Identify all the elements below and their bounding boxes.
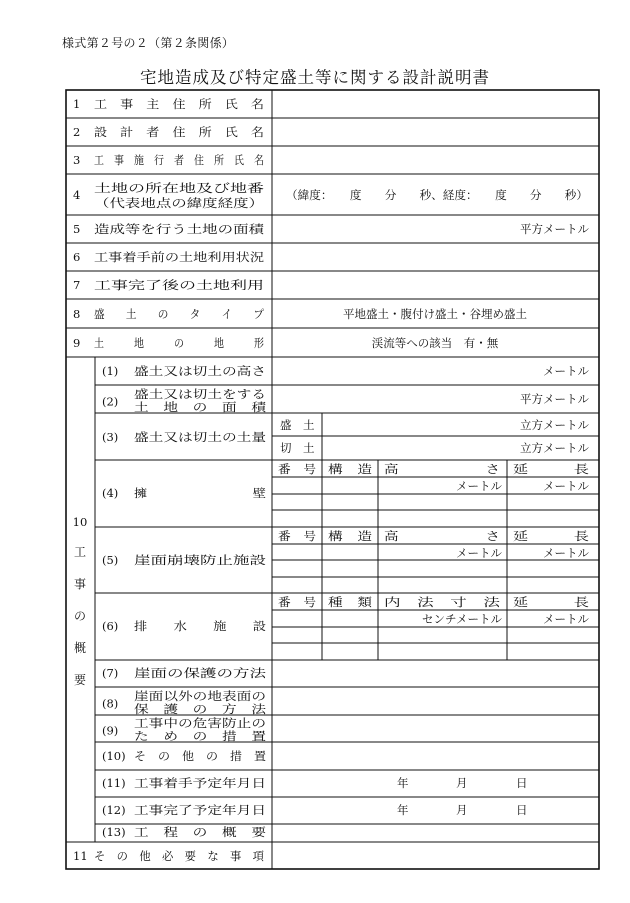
coordinates-field: （緯度： 度 分 秒、経度： 度 分 秒） <box>286 188 588 202</box>
row-label: 工 事 施 行 者 住 所 氏 名 <box>94 153 264 167</box>
item-number: (13) <box>102 825 126 839</box>
fill-label: 盛 土 <box>280 418 315 432</box>
item-label: 盛土又は切土の高さ <box>134 364 266 378</box>
item-label: 土 地 の 面 積 <box>134 400 268 414</box>
form-id: 様式第２号の２（第２条関係） <box>62 36 235 50</box>
section-vertical-char: 工 <box>73 545 87 559</box>
item-number: (12) <box>102 803 126 817</box>
row-number: 8 <box>73 307 81 321</box>
section-number: 10 <box>72 515 88 529</box>
subtable-header: 番 号 <box>278 595 317 609</box>
date-part: 日 <box>516 803 528 817</box>
item-label: 保 護 の 方 法 <box>134 702 267 716</box>
row-number: 5 <box>73 222 81 236</box>
row-number: 3 <box>73 153 81 167</box>
date-part: 年 <box>397 803 409 817</box>
row-label: そ の 他 必 要 な 事 項 <box>94 849 265 863</box>
item-label: 排 水 施 設 <box>134 619 267 633</box>
unit-label: 立方メートル <box>520 441 589 455</box>
section-vertical-char: の <box>73 609 87 623</box>
row-label: 工事完了後の土地利用 <box>94 278 264 292</box>
item-label: 崖面以外の地表面の <box>134 689 266 703</box>
item-number: (7) <box>102 666 119 680</box>
subtable-header: 高 さ <box>384 462 500 476</box>
item-number: (10) <box>102 749 126 763</box>
subtable-header: 構 造 <box>328 462 373 476</box>
unit-label: メートル <box>456 479 502 493</box>
unit-label: メートル <box>543 612 589 626</box>
row-label: 工 事 主 住 所 氏 名 <box>94 97 264 111</box>
item-number: (6) <box>102 619 119 633</box>
subtable-header: 種 類 <box>328 595 373 609</box>
item-number: (4) <box>102 486 119 500</box>
document-title: 宅地造成及び特定盛土等に関する設計説明書 <box>140 68 490 87</box>
subtable-header: 番 号 <box>278 462 317 476</box>
date-part: 日 <box>516 776 528 790</box>
item-label: 工事中の危害防止の <box>134 716 266 730</box>
item-number: (8) <box>102 696 119 711</box>
item-label: そ の 他 の 措 置 <box>134 749 267 763</box>
row-label: 土地の所在地及び地番 <box>94 181 265 195</box>
subtable-header: 延 長 <box>513 595 590 609</box>
item-label: 工事着手予定年月日 <box>134 776 266 790</box>
unit-label: 立方メートル <box>520 418 589 432</box>
row-number: 11 <box>73 849 88 863</box>
subtable-header: 構 造 <box>328 529 373 543</box>
item-number: (1) <box>102 364 119 378</box>
item-label: 崖面崩壊防止施設 <box>134 553 267 567</box>
subtable-header: 延 長 <box>513 462 590 476</box>
section-vertical-char: 事 <box>73 577 87 591</box>
unit-label: メートル <box>543 364 589 378</box>
item-label: 盛土又は切土の土量 <box>134 430 266 444</box>
item-label: 崖面の保護の方法 <box>134 666 267 680</box>
date-part: 月 <box>456 803 468 817</box>
unit-label: メートル <box>543 546 589 560</box>
item-number: (11) <box>102 776 126 790</box>
terrain-options: 渓流等への該当 有・無 <box>371 336 499 350</box>
item-label: 盛土又は切土をする <box>134 387 266 401</box>
cut-label: 切 土 <box>280 441 315 455</box>
section-vertical-char: 要 <box>73 673 87 687</box>
unit-label: メートル <box>456 546 502 560</box>
item-number: (3) <box>102 430 119 444</box>
item-number: (5) <box>102 553 119 567</box>
item-label: 擁 壁 <box>134 486 267 500</box>
date-part: 月 <box>456 776 468 790</box>
item-number: (9) <box>102 723 119 738</box>
item-label: た め の 措 置 <box>134 729 267 743</box>
table-labels <box>73 97 590 863</box>
row-label: （代表地点の緯度経度） <box>94 196 264 210</box>
unit-label: センチメートル <box>421 612 502 626</box>
subtable-header: 内 法 寸 法 <box>384 595 501 609</box>
row-label: 土 地 の 地 形 <box>94 336 265 350</box>
fill-type-options: 平地盛土・腹付け盛土・谷埋め盛土 <box>343 307 527 321</box>
row-number: 4 <box>73 188 81 202</box>
item-label: 工 程 の 概 要 <box>134 825 267 839</box>
row-number: 9 <box>73 336 81 350</box>
unit-label: 平方メートル <box>520 392 589 406</box>
row-label: 工事着手前の土地利用状況 <box>94 250 265 264</box>
unit-label: メートル <box>543 479 589 493</box>
subtable-header: 延 長 <box>513 529 590 543</box>
item-label: 工事完了予定年月日 <box>134 803 266 817</box>
row-label: 設 計 者 住 所 氏 名 <box>94 125 264 139</box>
row-number: 6 <box>73 250 81 264</box>
row-number: 1 <box>73 97 81 111</box>
section-vertical-char: 概 <box>73 641 87 655</box>
subtable-header: 高 さ <box>384 529 500 543</box>
row-label: 盛 土 の タ イ プ <box>94 307 265 321</box>
subtable-header: 番 号 <box>278 529 317 543</box>
row-number: 2 <box>73 125 81 139</box>
row-label: 造成等を行う土地の面積 <box>94 222 267 236</box>
date-part: 年 <box>397 776 409 790</box>
row-number: 7 <box>73 278 81 292</box>
item-number: (2) <box>102 394 119 409</box>
unit-label: 平方メートル <box>520 222 589 236</box>
